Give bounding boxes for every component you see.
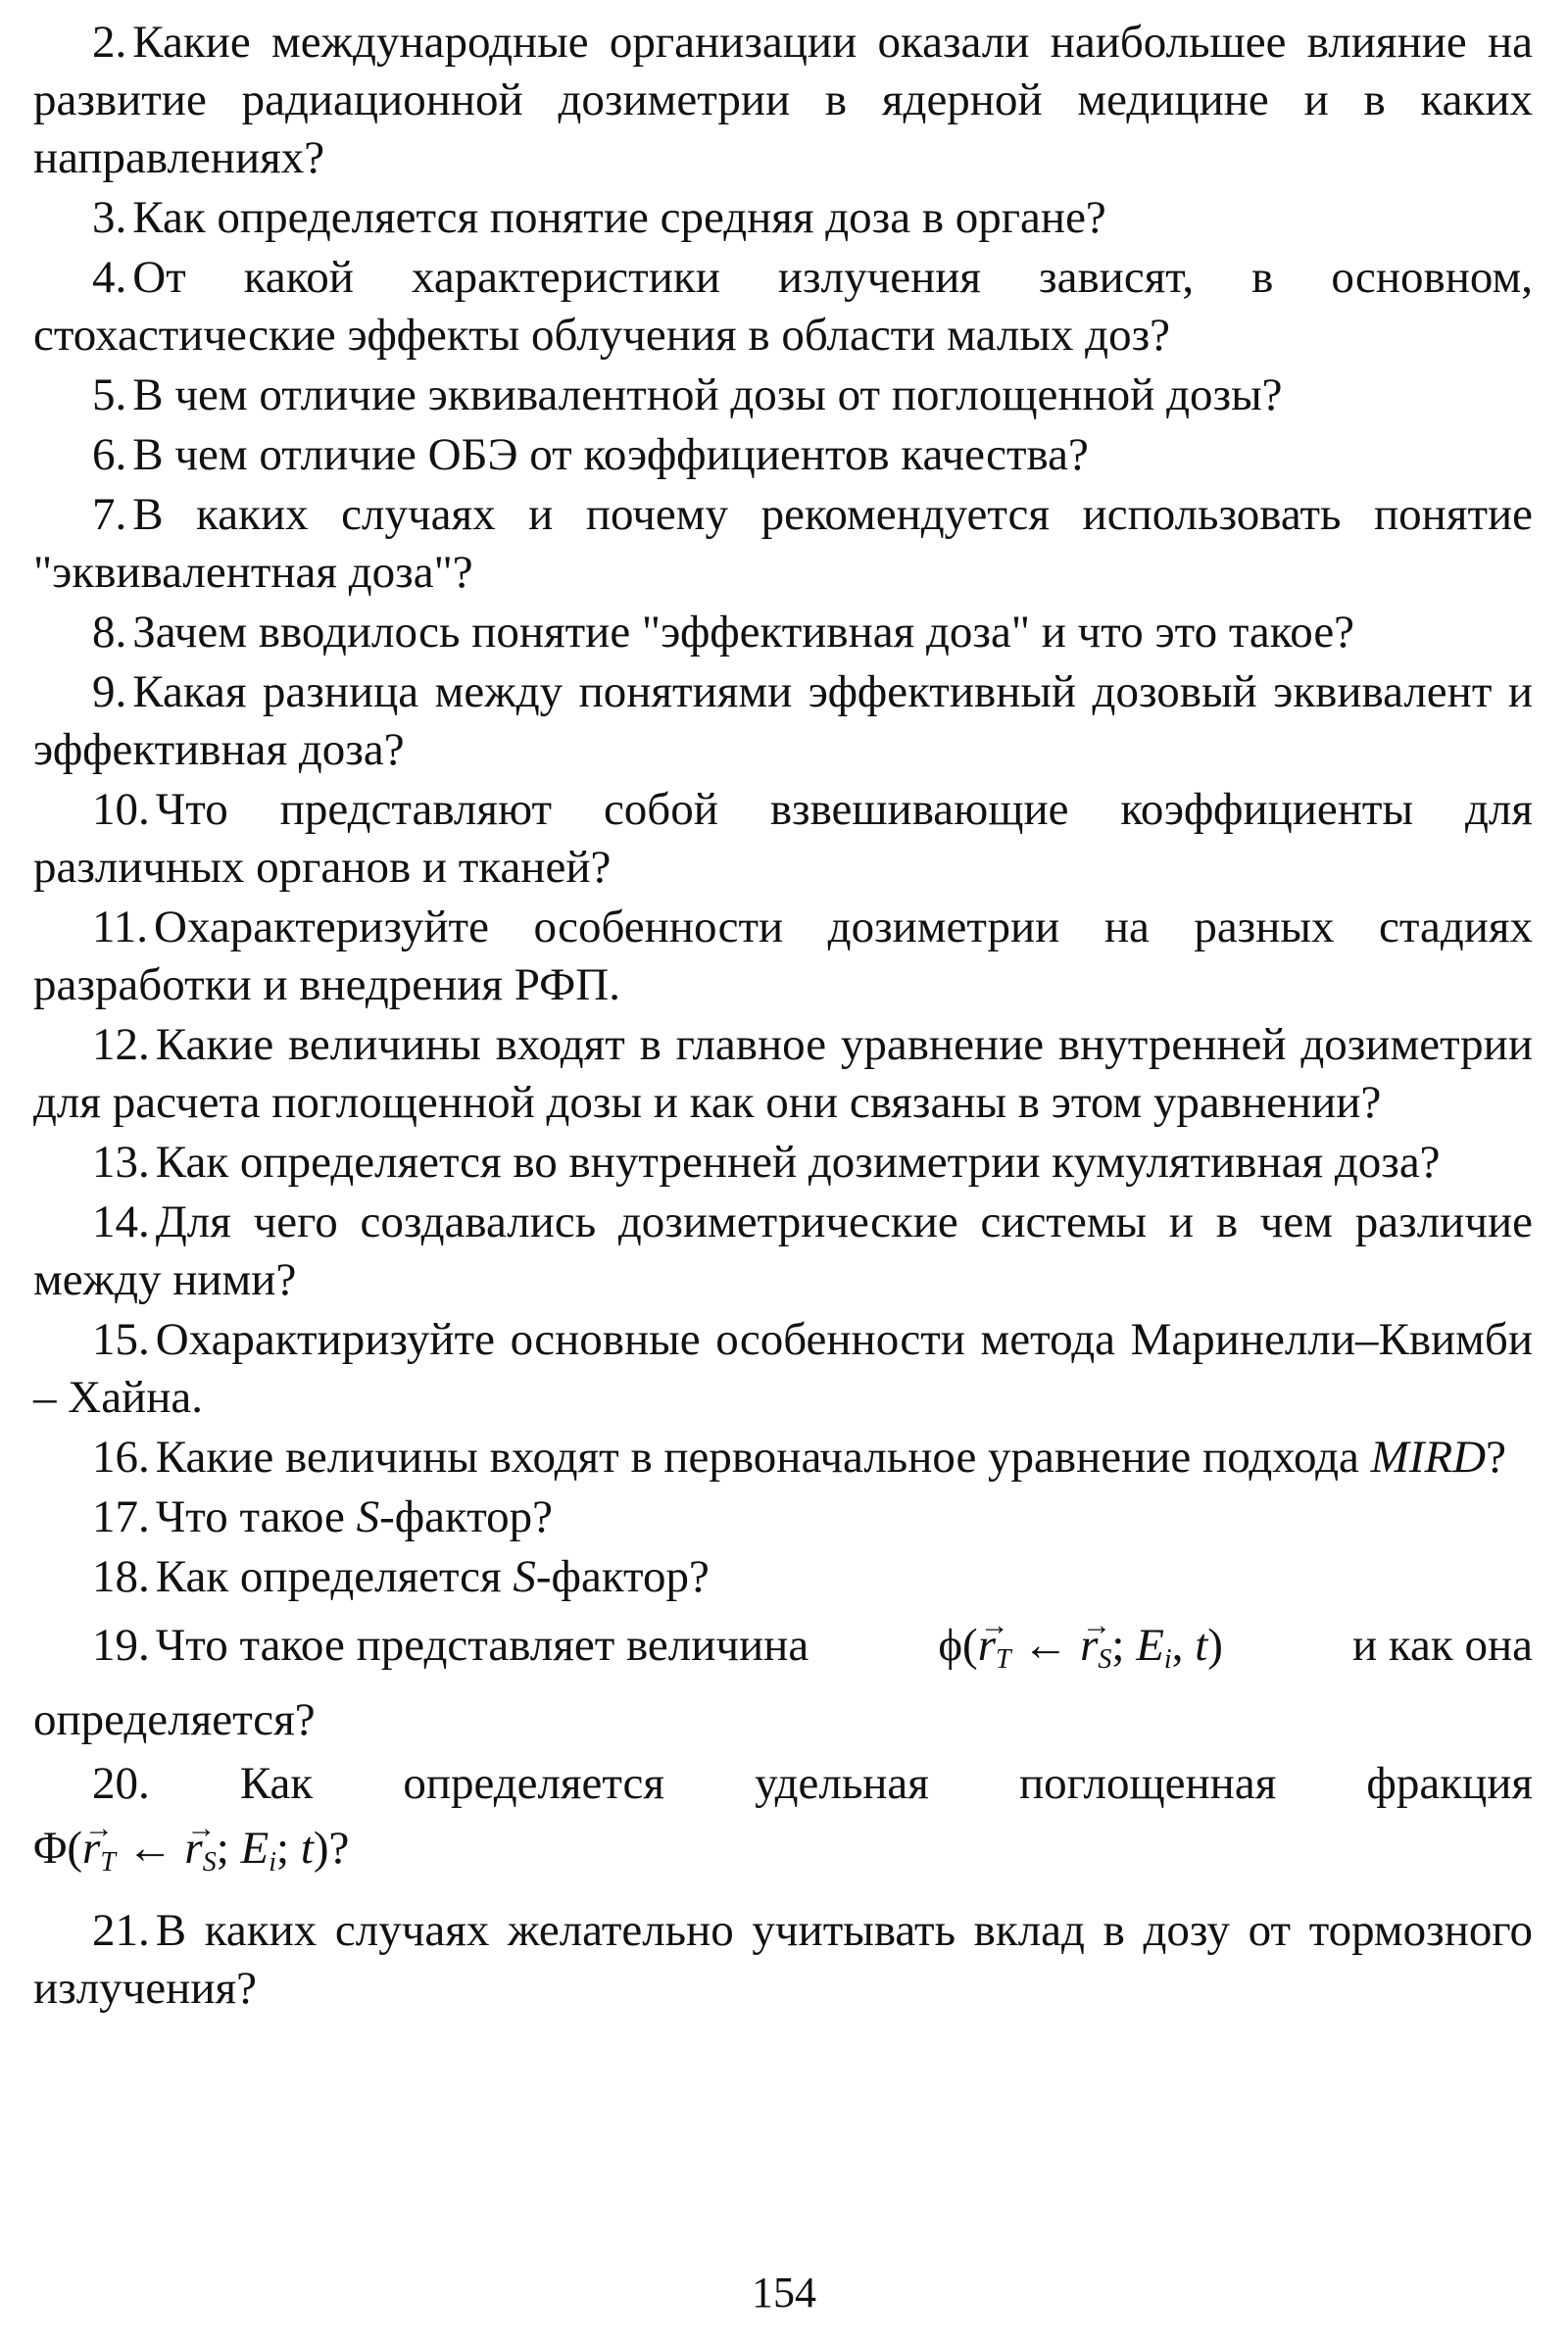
question-18 [33, 1548, 1533, 1606]
question-text: Какие величины входят в первоначальное уравнение подхода [155, 1432, 1359, 1483]
question-item [33, 781, 1533, 897]
question-item [33, 14, 1533, 187]
question-number: 4. [92, 252, 127, 303]
question-number: 15. [92, 1314, 150, 1365]
question-item [33, 426, 1533, 484]
question-end: ? [1486, 1432, 1506, 1483]
question-number: 10. [92, 784, 150, 835]
question-number: 8. [92, 607, 127, 658]
question-text: От какой характеристики излучения зависят, в основном, стохастические эффекты облучения в области малых доз? [33, 252, 1533, 361]
question-number: 13. [92, 1137, 150, 1188]
question-number: 21. [92, 1905, 150, 1956]
question-number: 11. [92, 902, 149, 952]
question-number: 14. [92, 1196, 150, 1247]
question-text: Как определяется понятие средняя доза в органе? [132, 192, 1106, 243]
question-text: Что представляют собой взвешивающие коэффициенты для различных органов и тканей? [33, 784, 1533, 893]
big-phi-formula: $\Phi(\to r_T$ ← → $r_S$; $E_i$; t) [33, 1823, 329, 1874]
mird-term: MIRD [1370, 1432, 1487, 1483]
question-text: Охарактеризуйте особенности дозиметрии на разных стадиях разработки и внедрения РФП. [33, 902, 1533, 1010]
word-5: фракция [1366, 1758, 1533, 1809]
question-item [33, 1194, 1533, 1309]
question-text: В каких случаях и почему рекомендуется использовать понятие "эквивалентная доза"? [33, 489, 1533, 598]
question-text-end: и как она [1352, 1620, 1533, 1671]
question-text: В каких случаях желательно учитывать вклад в дозу от тормозного излучения? [33, 1905, 1533, 2014]
question-text: Что такое [155, 1491, 357, 1542]
question-17 [33, 1488, 1533, 1546]
word-4: поглощенная [1018, 1758, 1277, 1809]
question-text: Какая разница между понятиями эффективный дозовый эквивалент и эффективная доза? [33, 666, 1533, 775]
question-item [33, 1311, 1533, 1427]
question-text: Зачем вводилось понятие "эффективная доза" и что это такое? [132, 607, 1355, 658]
question-item [33, 189, 1533, 247]
question-item [33, 604, 1533, 661]
question-text: Какие величины входят в главное уравнение внутренней дозиметрии для расчета поглощенной дозы и как они связаны в этом уравнении? [33, 1019, 1533, 1128]
question-text: В чем отличие эквивалентной дозы от поглощенной дозы? [132, 369, 1283, 420]
question-number: 20. [92, 1758, 150, 1809]
question-number: 9. [92, 666, 127, 717]
question-text: Что такое представляет величина [155, 1620, 809, 1671]
question-number: 7. [92, 489, 127, 540]
question-21 [33, 1902, 1533, 2018]
question-list [33, 14, 1533, 1427]
question-number: 18. [92, 1551, 150, 1602]
question-text: Как определяется во внутренней дозиметрии кумулятивная доза? [155, 1137, 1441, 1188]
page-number: 154 [752, 2269, 816, 2317]
question-20 [33, 1755, 1533, 1894]
word-3: удельная [755, 1758, 929, 1809]
question-16 [33, 1429, 1533, 1487]
word-2: определяется [403, 1758, 665, 1809]
s-symbol: S [356, 1491, 380, 1542]
question-19 [33, 1614, 1533, 1749]
question-item [33, 663, 1533, 779]
question-end: ? [328, 1823, 350, 1874]
question-text: Как определяется [155, 1551, 514, 1602]
question-number: 19. [92, 1620, 150, 1671]
question-text-end: -фактор? [379, 1491, 554, 1542]
question-item [33, 249, 1533, 365]
document-page [33, 14, 1533, 2020]
question-item [33, 486, 1533, 602]
question-item [33, 366, 1533, 424]
question-number: 17. [92, 1491, 150, 1542]
question-text: В чем отличие ОБЭ от коэффициентов качества? [132, 429, 1089, 480]
question-item [33, 1016, 1533, 1132]
question-19-continuation: определяется? [33, 1694, 316, 1745]
question-number: 5. [92, 369, 127, 420]
question-text: Охарактиризуйте основные особенности метода Маринелли–Квимби – Хайна. [33, 1314, 1533, 1423]
word-1: Как [239, 1758, 314, 1809]
question-number: 6. [92, 429, 127, 480]
question-number: 3. [92, 192, 127, 243]
question-number: 2. [92, 17, 127, 68]
question-text: Для чего создавались дозиметрические системы и в чем различие между ними? [33, 1196, 1533, 1305]
question-text-end: -фактор? [535, 1551, 710, 1602]
question-text: Какие международные организации оказали наибольшее влияние на развитие радиационной дозиметрии в ядерной медицине и в каких направлениях? [33, 17, 1533, 183]
question-number: 16. [92, 1432, 150, 1483]
s-symbol: S [513, 1551, 536, 1602]
question-item [33, 899, 1533, 1014]
question-item [33, 1134, 1533, 1192]
phi-formula: $\phi(\to r_T$ ← → $r_S$; $E_i$, t) [938, 1614, 1223, 1691]
question-number: 12. [92, 1019, 150, 1070]
